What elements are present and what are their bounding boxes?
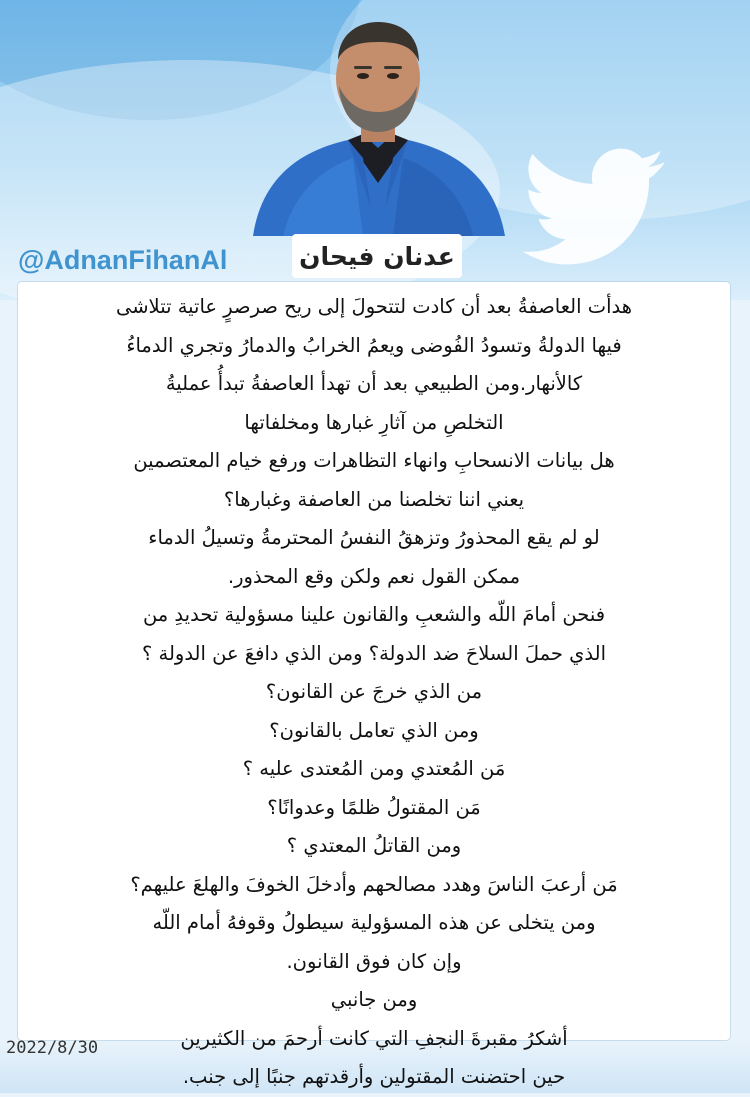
- post-line: حين احتضنت المقتولين وأرقدتهم جنبًا إلى جنب.: [182, 1065, 566, 1088]
- post-line: لو لم يقع المحذورُ وتزهقُ النفسُ المحترمةُ وتسيلُ الدماء: [148, 526, 600, 549]
- post-line: من الذي خرجَ عن القانون؟: [265, 680, 483, 703]
- post-line: كالأنهار.ومن الطبيعي بعد أن تهدأ العاصفةُ تبدأُ عمليةُ: [165, 372, 583, 395]
- post-line: مَن أرعبَ الناسَ وهدد مصالحهم وأدخلَ الخوفَ والهلعَ عليهم؟: [130, 872, 618, 896]
- post-line: ومن جانبي: [330, 988, 418, 1011]
- post-line: وإن كان فوق القانون.: [286, 949, 462, 973]
- post-line: أشكرُ مقبرةَ النجفِ التي كانت أرحمَ من الكثيرين: [180, 1026, 568, 1050]
- profile-photo: [243, 8, 513, 236]
- twitter-handle: @AdnanFihanAl: [18, 245, 228, 275]
- post-line: هدأت العاصفةُ بعد أن كادت لتتحولَ إلى ريح صرصرٍ عاتية تتلاشى: [115, 295, 633, 318]
- post-line: الذي حملَ السلاحَ ضد الدولة؟ ومن الذي دافعَ عن الدولة ؟: [141, 641, 607, 665]
- post-line: فنحن أمامَ اللّه والشعبِ والقانون علينا مسؤولية تحديدِ من: [142, 603, 606, 626]
- post-line: التخلصِ من آثارِ غبارها ومخلفاتها: [244, 410, 504, 434]
- post-line: فيها الدولةُ وتسودُ الفُوضى ويعمُ الخرابُ والدمارُ وتجري الدماءُ: [126, 333, 622, 357]
- post-date: 2022/8/30: [6, 1038, 99, 1058]
- post-line: يعني اننا تخلصنا من العاصفة وغبارها؟: [223, 487, 525, 511]
- post-line: هل بيانات الانسحابِ وانهاء التظاهرات ورفع خيام المعتصمين: [133, 449, 615, 472]
- post-line: ومن يتخلى عن هذه المسؤولية سيطولُ وقوفهُ أمام اللّه: [152, 911, 596, 934]
- twitter-bird-icon: [520, 148, 670, 268]
- post-body: [18, 282, 730, 1097]
- post-line: مَن المُعتدي ومن المُعتدى عليه ؟: [242, 757, 506, 780]
- post-line: ومن القاتلُ المعتدي ؟: [286, 834, 462, 857]
- post-line: ممكن القول نعم ولكن وقع المحذور.: [227, 564, 521, 588]
- post-line: مَن المقتولُ ظلمًا وعدوانًا؟: [267, 795, 481, 819]
- author-name: عدنان فيحان: [292, 234, 462, 278]
- post-line: ومن الذي تعامل بالقانون؟: [269, 718, 479, 742]
